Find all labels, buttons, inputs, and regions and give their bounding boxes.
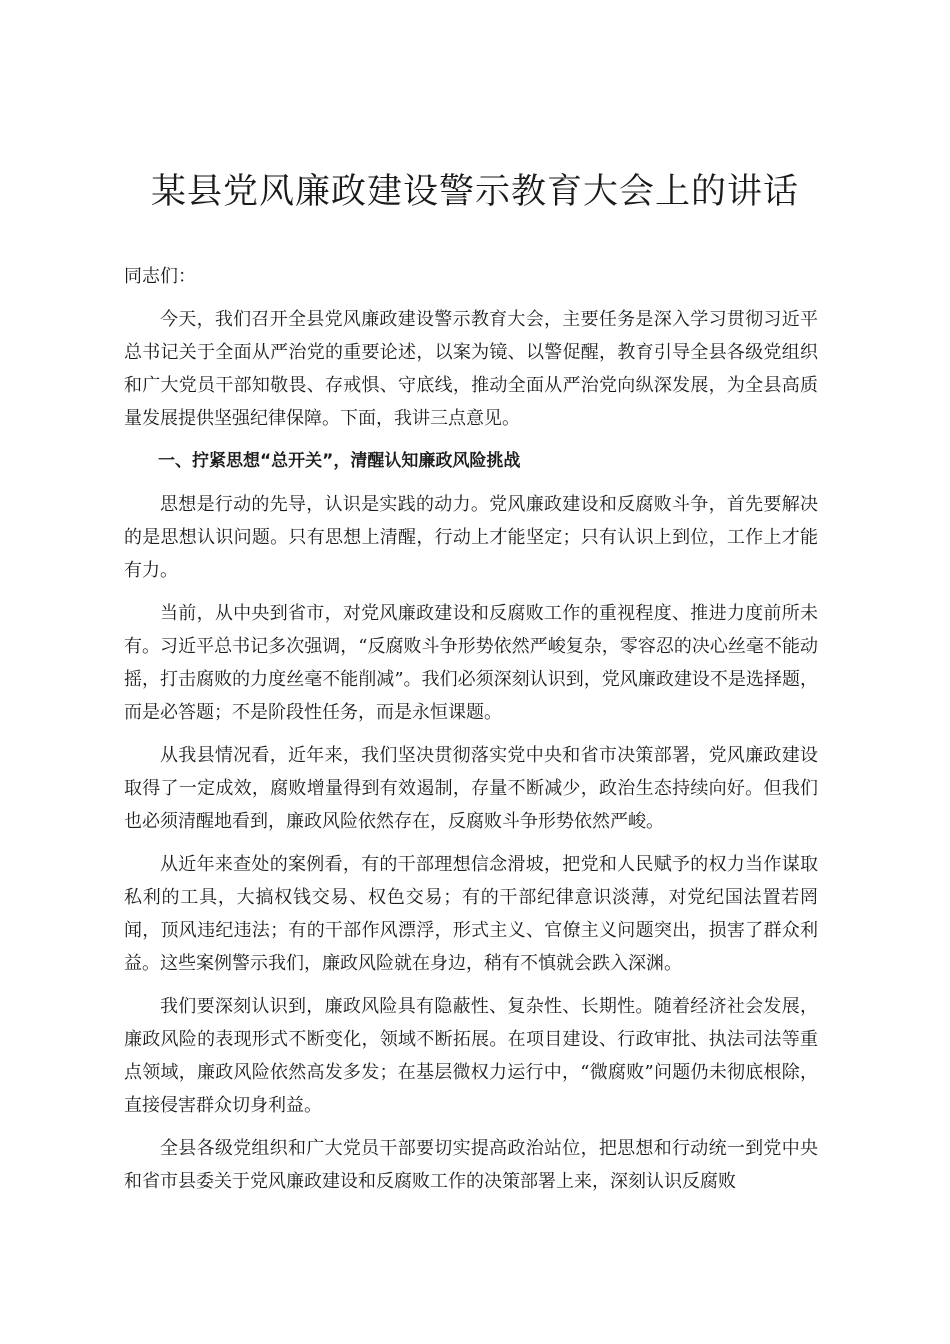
body-paragraph: 我们要深刻认识到，廉政风险具有隐蔽性、复杂性、长期性。随着经济社会发展，廉政风险的表现形式不断变化，领域不断拓展。在项目建设、行政审批、执法司法等重点领域，廉政风险依然高发多发；在基层微权力运行中，“微腐败”问题仍未彻底根除，直接侵害群众切身利益。 <box>124 996 818 1116</box>
salutation: 同志们： <box>124 266 196 287</box>
body-paragraph: 全县各级党组织和广大党员干部要切实提高政治站位，把思想和行动统一到党中央和省市县委关于党风廉政建设和反腐败工作的决策部署上来，深刻认识反腐败 <box>124 1138 818 1192</box>
section-heading-1: 一、拧紧思想“总开关”，清醒认知廉政风险挑战 <box>158 451 521 471</box>
body-paragraph: 从我县情况看，近年来，我们坚决贯彻落实党中央和省市决策部署，党风廉政建设取得了一定成效，腐败增量得到有效遏制，存量不断减少，政治生态持续向好。但我们也必须清醒地看到，廉政风险依然存在，反腐败斗争形势依然严峻。 <box>124 745 818 832</box>
intro-paragraph: 今天，我们召开全县党风廉政建设警示教育大会，主要任务是深入学习贯彻习近平总书记关于全面从严治党的重要论述，以案为镜、以警促醒，教育引导全县各级党组织和广大党员干部知敬畏、存戒惧、守底线，推动全面从严治党向纵深发展，为全县高质量发展提供坚强纪律保障。下面，我讲三点意见。 <box>124 309 818 429</box>
document-title: 某县党风廉政建设警示教育大会上的讲话 <box>150 172 799 212</box>
document-body <box>124 260 818 1208</box>
body-paragraph: 当前，从中央到省市，对党风廉政建设和反腐败工作的重视程度、推进力度前所未有。习近平总书记多次强调，“反腐败斗争形势依然严峻复杂，零容忍的决心丝毫不能动摇，打击腐败的力度丝毫不能削减”。我们必须深刻认识到，党风廉政建设不是选择题，而是必答题；不是阶段性任务，而是永恒课题。 <box>124 603 818 723</box>
body-paragraph: 从近年来查处的案例看，有的干部理想信念滑坡，把党和人民赋予的权力当作谋取私利的工具，大搞权钱交易、权色交易；有的干部纪律意识淡薄，对党纪国法置若罔闻，顶风违纪违法；有的干部作风漂浮，形式主义、官僚主义问题突出，损害了群众利益。这些案例警示我们，廉政风险就在身边，稍有不慎就会跌入深渊。 <box>124 854 818 974</box>
body-paragraph: 思想是行动的先导，认识是实践的动力。党风廉政建设和反腐败斗争，首先要解决的是思想认识问题。只有思想上清醒，行动上才能坚定；只有认识上到位，工作上才能有力。 <box>124 494 818 581</box>
